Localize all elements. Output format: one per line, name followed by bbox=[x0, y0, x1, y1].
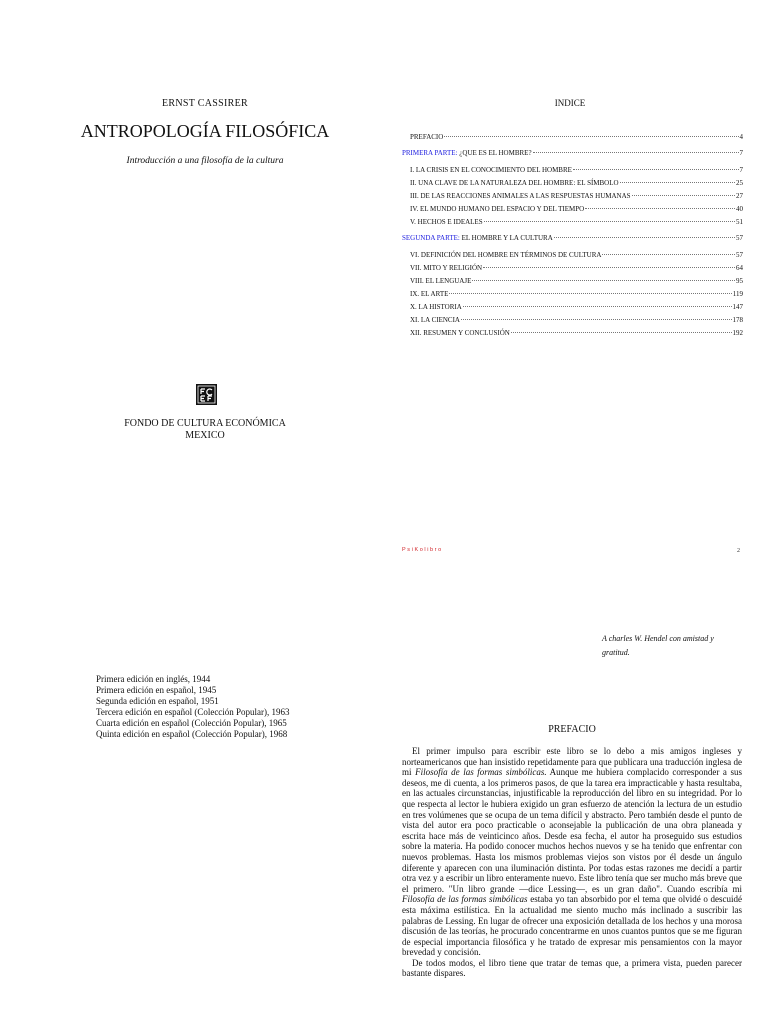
publisher bbox=[80, 418, 330, 442]
dedication: A charles W. Hendel con amistad y gratitud. bbox=[602, 634, 714, 657]
author-name: ERNST CASSIRER bbox=[162, 98, 248, 109]
edition-line: Primera edición en español, 1945 bbox=[96, 685, 217, 695]
part-prefix: PRIMERA PARTE: bbox=[402, 149, 458, 157]
book-subtitle: Introducción a una filosofía de la cultura bbox=[126, 156, 284, 166]
toc-entry[interactable]: XI. LA CIENCIA 178 bbox=[410, 316, 743, 324]
book-title: ANTROPOLOGÍA FILOSÓFICA bbox=[80, 121, 330, 141]
toc-entry[interactable]: IX. EL ARTE 119 bbox=[410, 290, 743, 298]
toc-entry[interactable]: V. HECHOS E IDEALES 51 bbox=[410, 218, 743, 226]
edition-line: Segunda edición en español, 1951 bbox=[96, 696, 219, 706]
toc-part-two-items bbox=[402, 251, 743, 342]
toc-entry[interactable]: VI. DEFINICIÓN DEL HOMBRE EN TÉRMINOS DE CULTURA 57 bbox=[410, 251, 743, 259]
toc-entry[interactable]: III. DE LAS REACCIONES ANIMALES A LAS RESPUESTAS HUMANAS 27 bbox=[410, 192, 743, 200]
toc-entry[interactable]: II. UNA CLAVE DE LA NATURALEZA DEL HOMBRE: EL SÍMBOLO 25 bbox=[410, 179, 743, 187]
toc-entry-prefacio[interactable]: PREFACIO 4 bbox=[410, 133, 743, 141]
part-prefix: SEGUNDA PARTE: bbox=[402, 234, 460, 242]
paragraph: De todos modos, el libro tiene que tratar de temas que, a primera vista, pueden parecer bastante dispares. bbox=[402, 957, 742, 979]
toc-entry[interactable]: VII. MITO Y RELIGIÓN 64 bbox=[410, 264, 743, 272]
edition-line: Primera edición en inglés, 1944 bbox=[96, 674, 211, 684]
part-label: EL HOMBRE Y LA CULTURA bbox=[459, 234, 553, 242]
paragraph: El primer impulso para escribir este libro se lo debo a mis amigos ingleses y norteamericanos que han insistido repetidamente para que publicara una traducción inglesa de mi Filosofía de las formas simbólicas. Aunque me hubiera complacido corresponder a sus deseos, me di cuenta, a los primeros pasos, de que la tarea era impracticable y hasta resultaba, en las actuales circunstancias, injustificable la reproducción del libro en su integridad. Por lo que respecta al lector le hubiera exigido un gran esfuerzo de atención la lectura de un estudio en tres volúmenes que se ocupa de un tema difícil y abstracto. Pero también desde el punto de vista del autor era poco practicable o aconsejable la publicación de una obra planeada y escrita hace más de veinticinco años. Desde esa fecha, el autor ha proseguido sus estudios sobre la materia. Ha podido conocer muchos hechos nuevos y se ha tenido que enfrentar con nuevos problemas. Hasta los mismos problemas viejos son vistos por él desde un ángulo diferente y aparecen con una iluminación distinta. Por todas estas razones me decidí a partir otra vez y a escribir un libro enteramente nuevo. Este libro tenía que ser mucho más breve que el primero. "Un libro grande —dice Lessing—, es un gran daño". Cuando escribía mi Filosofía de las formas simbólicas estaba yo tan absorbido por el tema que olvidé o descuidé esta máxima estilística. En la actualidad me siento mucho más inclinado a suscribir las palabras de Lessing. En lugar de ofrecer una exposición detallada de los hechos y una morosa discusión de las teorías, he procurado concentrarme en unos cuantos puntos que se me figuran de especial importancia filosófica y he tratado de expresar mis pensamientos con la mayor brevedad y concisión. bbox=[402, 746, 742, 958]
edition-line: Cuarta edición en español (Colección Popular), 1965 bbox=[96, 718, 287, 728]
toc-entry[interactable]: VIII. EL LENGUAJE 95 bbox=[410, 277, 743, 285]
toc-entry[interactable]: XII. RESUMEN Y CONCLUSIÓN 192 bbox=[410, 329, 743, 337]
toc-part-one-items bbox=[402, 166, 743, 231]
toc-part-one[interactable]: PRIMERA PARTE: ¿QUE ES EL HOMBRE? 7 bbox=[402, 149, 743, 157]
publisher-name: FONDO DE CULTURA ECONÓMICA bbox=[124, 418, 286, 429]
part-label: ¿QUE ES EL HOMBRE? bbox=[457, 149, 532, 157]
index-heading: INDICE bbox=[554, 98, 586, 108]
footer-watermark: PsiKolibro bbox=[402, 547, 443, 553]
toc-entry[interactable]: IV. EL MUNDO HUMANO DEL ESPACIO Y DEL TIEMPO 40 bbox=[410, 205, 743, 213]
prefacio-heading: PREFACIO bbox=[548, 724, 596, 735]
edition-line: Tercera edición en español (Colección Popular), 1963 bbox=[96, 707, 290, 717]
fce-logo-icon bbox=[196, 384, 217, 405]
toc-entry[interactable]: X. LA HISTORIA 147 bbox=[410, 303, 743, 311]
edition-line: Quinta edición en español (Colección Popular), 1968 bbox=[96, 729, 288, 739]
publisher-city: MEXICO bbox=[185, 430, 225, 441]
table-of-contents bbox=[402, 133, 743, 342]
page-number: 2 bbox=[737, 548, 740, 554]
toc-part-two[interactable]: SEGUNDA PARTE: EL HOMBRE Y LA CULTURA 57 bbox=[402, 234, 743, 242]
edition-history bbox=[96, 674, 290, 740]
toc-entry[interactable]: I. LA CRISIS EN EL CONOCIMIENTO DEL HOMBRE 7 bbox=[410, 166, 743, 174]
prefacio-body bbox=[402, 746, 742, 979]
